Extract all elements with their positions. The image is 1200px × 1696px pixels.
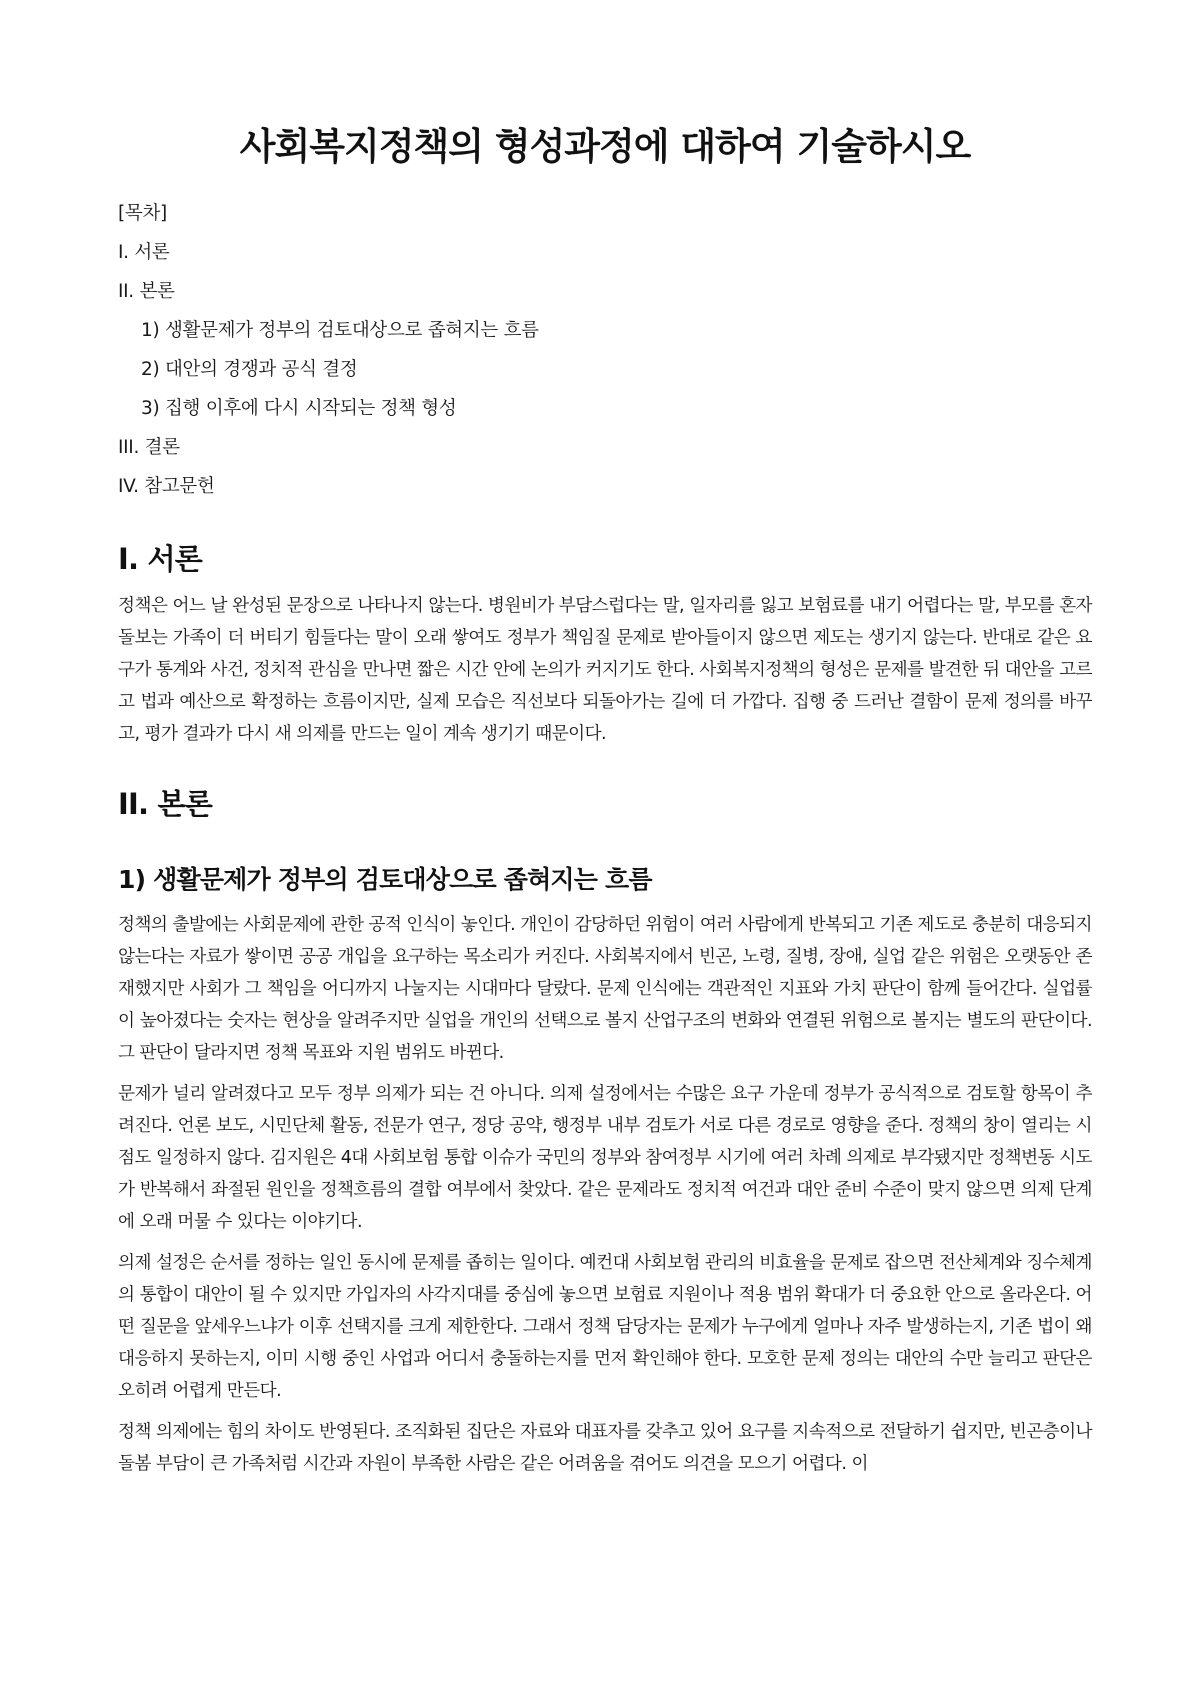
toc-item-body-1: 1) 생활문제가 정부의 검토대상으로 좁혀지는 흐름 — [141, 320, 539, 341]
toc-item-body-2: 2) 대안의 경쟁과 공식 결정 — [141, 359, 358, 380]
body-paragraph: 의제 설정은 순서를 정하는 일인 동시에 문제를 좁히는 일이다. 예컨대 사회보험 관리의 비효율을 문제로 잡으면 전산체계와 징수체계의 통합이 대안이 될 수 있지만 가입자의 사각지대를 중심에 놓으면 보험료 지원이나 적용 범위 확대가 더 중요한 안으로 올라온다. 어떤 질문을 앞세우느냐가 이후 선택지를 크게 제한한다. 그래서 정책 담당자는 문제가 누구에게 얼마나 자주 발생하는지, 기존 법이 왜 대응하지 못하는지, 이미 시행 중인 사업과 어디서 충돌하는지를 먼저 확인해야 한다. 모호한 문제 정의는 대안의 수만 늘리고 판단은 오히려 어렵게 만든다. — [118, 1253, 1092, 1401]
toc-heading: [목차] — [118, 203, 167, 224]
body-paragraph: 정책의 출발에는 사회문제에 관한 공적 인식이 놓인다. 개인이 감당하던 위험이 여러 사람에게 반복되고 기존 제도로 충분히 대응되지 않는다는 자료가 쌓이면 공공 개입을 요구하는 목소리가 커진다. 사회복지에서 빈곤, 노령, 질병, 장애, 실업 같은 위험은 오랫동안 존재했지만 사회가 그 책임을 어디까지 나눌지는 시대마다 달랐다. 문제 인식에는 객관적인 지표와 가치 판단이 함께 들어간다. 실업률이 높아졌다는 숫자는 현상을 알려주지만 실업을 개인의 선택으로 볼지 산업구조의 변화와 연결된 위험으로 볼지는 별도의 판단이다. 그 판단이 달라지면 정책 목표와 지원 범위도 바뀐다. — [118, 915, 1092, 1063]
toc-item-body: II. 본론 — [118, 281, 175, 302]
body-paragraph: 정책 의제에는 힘의 차이도 반영된다. 조직화된 집단은 자료와 대표자를 갖추고 있어 요구를 지속적으로 전달하기 쉽지만, 빈곤층이나 돌봄 부담이 큰 가족처럼 시간과 자원이 부족한 사람은 같은 어려움을 겪어도 의견을 모으기 어렵다. 이 — [118, 1422, 1092, 1474]
introduction-paragraph: 정책은 어느 날 완성된 문장으로 나타나지 않는다. 병원비가 부담스럽다는 말, 일자리를 잃고 보험료를 내기 어렵다는 말, 부모를 혼자 돌보는 가족이 더 버티기 힘들다는 말이 오래 쌓여도 정부가 책임질 문제로 받아들이지 않으면 제도는 생기지 않는다. 반대로 같은 요구가 통계와 사건, 정치적 관심을 만나면 짧은 시간 안에 논의가 커지기도 한다. 사회복지정책의 형성은 문제를 발견한 뒤 대안을 고르고 법과 예산으로 확정하는 흐름이지만, 실제 모습은 직선보다 되돌아가는 길에 더 가깝다. 집행 중 드러난 결함이 문제 정의를 바꾸고, 평가 결과가 다시 새 의제를 만드는 일이 계속 생기기 때문이다. — [118, 596, 1092, 744]
document-title: 사회복지정책의 형성과정에 대하여 기술하시오 — [239, 125, 971, 168]
toc-item-references: IV. 참고문헌 — [118, 476, 215, 497]
toc-item-body-3: 3) 집행 이후에 다시 시작되는 정책 형성 — [141, 398, 457, 419]
toc-item-conclusion: III. 결론 — [118, 437, 180, 458]
section-heading-introduction: I. 서론 — [118, 542, 202, 576]
subsection-heading-1: 1) 생활문제가 정부의 검토대상으로 좁혀지는 흐름 — [118, 865, 652, 894]
table-of-contents — [118, 194, 1092, 506]
body-paragraph: 문제가 널리 알려졌다고 모두 정부 의제가 되는 건 아니다. 의제 설정에서는 수많은 요구 가운데 정부가 공식적으로 검토할 항목이 추려진다. 언론 보도, 시민단체 활동, 전문가 연구, 정당 공약, 행정부 내부 검토가 서로 다른 경로로 영향을 준다. 정책의 창이 열리는 시점도 일정하지 않다. 김지원은 4대 사회보험 통합 이슈가 국민의 정부와 참여정부 시기에 여러 차례 의제로 부각됐지만 정책변동 시도가 반복해서 좌절된 원인을 정책흐름의 결합 여부에서 찾았다. 같은 문제라도 정치적 여건과 대안 준비 수준이 맞지 않으면 의제 단계에 오래 머물 수 있다는 이야기다. — [118, 1084, 1092, 1232]
section-heading-body: II. 본론 — [118, 787, 212, 821]
document-page — [118, 0, 1092, 1480]
toc-item-introduction: I. 서론 — [118, 242, 170, 263]
